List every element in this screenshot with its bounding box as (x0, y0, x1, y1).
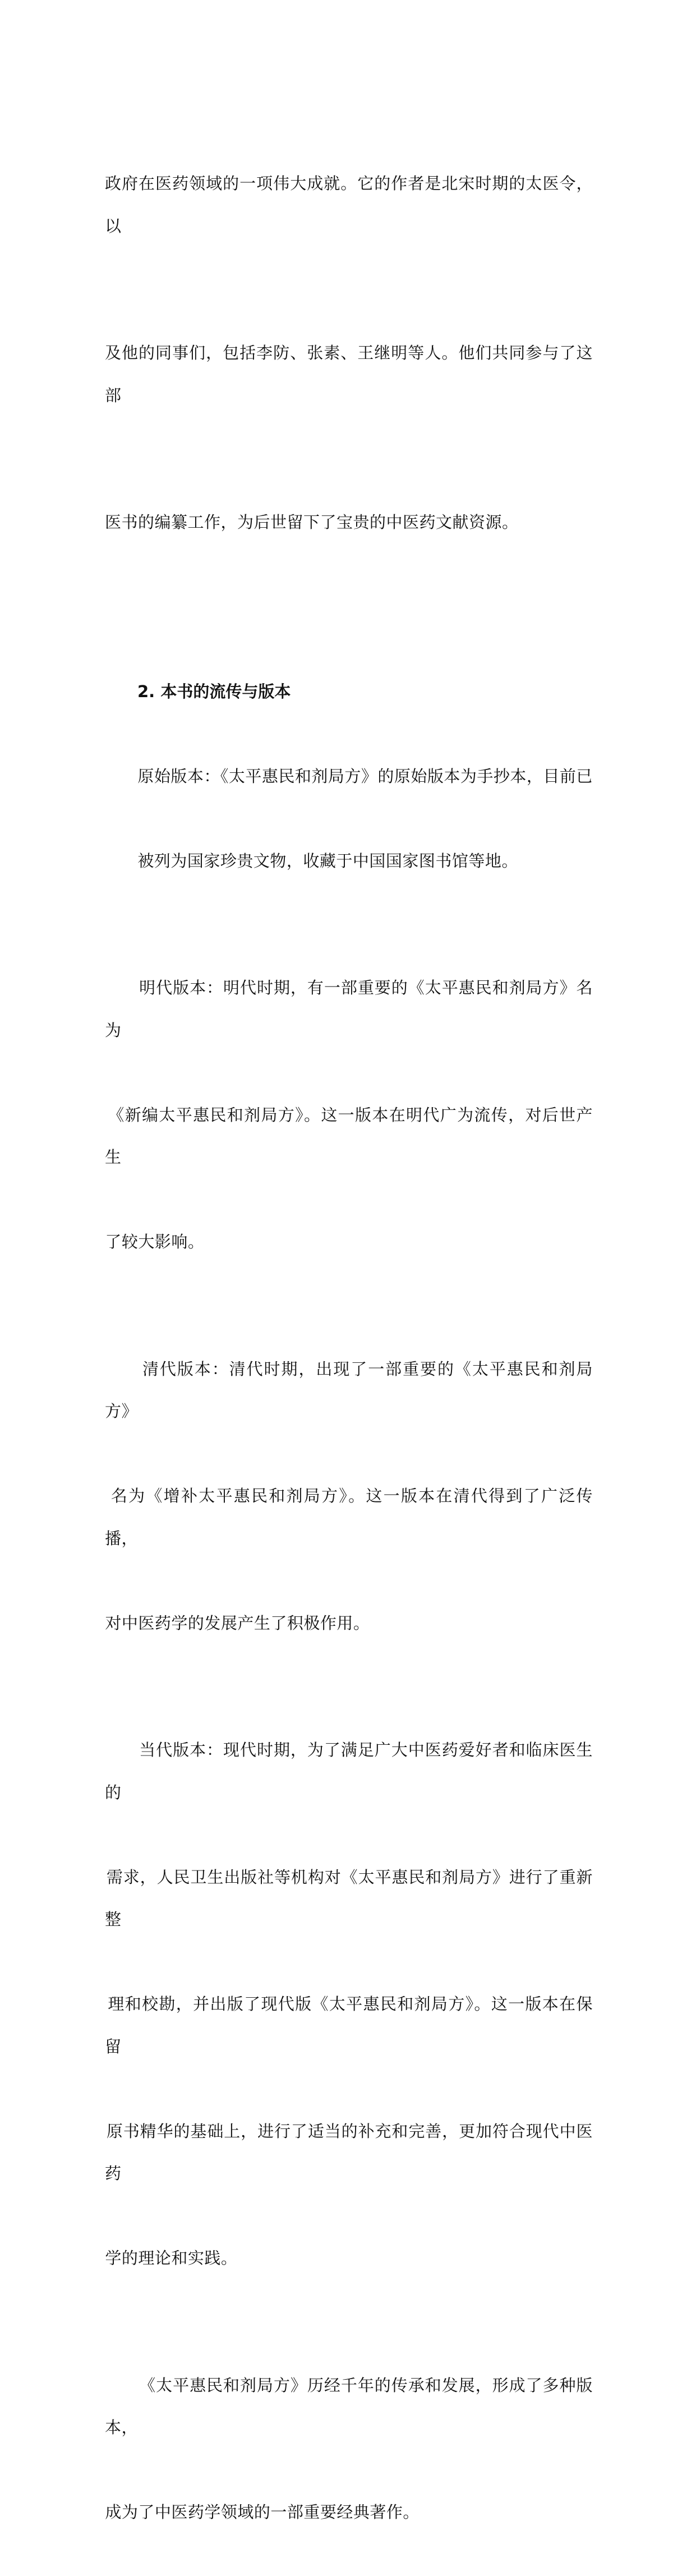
text-line: 原书精华的基础上，进行了适当的补充和完善，更加符合现代中医药 (105, 2121, 593, 2183)
text-line: 及他的同事们，包括李防、张素、王继明等人。他们共同参与了这部 (105, 343, 593, 405)
text-line: 成为了中医药学领域的一部重要经典著作。 (105, 2503, 420, 2522)
qing-version-paragraph (105, 1306, 593, 1687)
text-line: 对中医药学的发展产生了积极作用。 (105, 1613, 370, 1633)
text-line: 清代版本：清代时期，出现了一部重要的《太平惠民和剂局方》 (105, 1359, 593, 1421)
text-line: 被列为国家珍贵文物，收藏于中国国家图书馆等地。 (137, 851, 518, 870)
text-line: 需求，人民卫生出版社等机构对《太平惠民和剂局方》进行了重新整 (105, 1867, 593, 1929)
text-line: 《太平惠民和剂局方》历经千年的传承和发展，形成了多种版本， (105, 2375, 593, 2437)
section-number: 2. (137, 681, 155, 701)
text-line: 明代版本：明代时期，有一部重要的《太平惠民和剂局方》名为 (105, 978, 593, 1040)
text-line: 理和校勘，并出版了现代版《太平惠民和剂局方》。这一版本在保留 (105, 1994, 593, 2056)
modern-version-paragraph (105, 1687, 593, 2322)
text-line: 《新编太平惠民和剂局方》。这一版本在明代广为流传，对后世产生 (105, 1105, 593, 1167)
text-line: 了较大影响。 (105, 1232, 205, 1251)
section-title: 本书的流传与版本 (160, 681, 291, 701)
ming-version-paragraph (105, 925, 593, 1306)
summary-paragraph (105, 2322, 593, 2576)
text-line: 当代版本：现代时期，为了满足广大中医药爱好者和临床医生的 (105, 1740, 593, 1802)
paragraph-gap (105, 629, 593, 671)
document-body (105, 78, 593, 2576)
text-line: 原始版本：《太平惠民和剂局方》的原始版本为手抄本，目前已 (137, 766, 593, 786)
text-line: 学的理论和实践。 (105, 2248, 238, 2268)
intro-paragraph (105, 78, 593, 629)
original-version-paragraph (105, 713, 593, 925)
section-heading (105, 671, 593, 713)
text-line: 政府在医药领域的一项伟大成就。它的作者是北宋时期的太医令，以 (105, 174, 593, 236)
text-line: 名为《增补太平惠民和剂局方》。这一版本在清代得到了广泛传播， (105, 1486, 593, 1548)
text-line: 医书的编纂工作，为后世留下了宝贵的中医药文献资源。 (105, 513, 519, 532)
